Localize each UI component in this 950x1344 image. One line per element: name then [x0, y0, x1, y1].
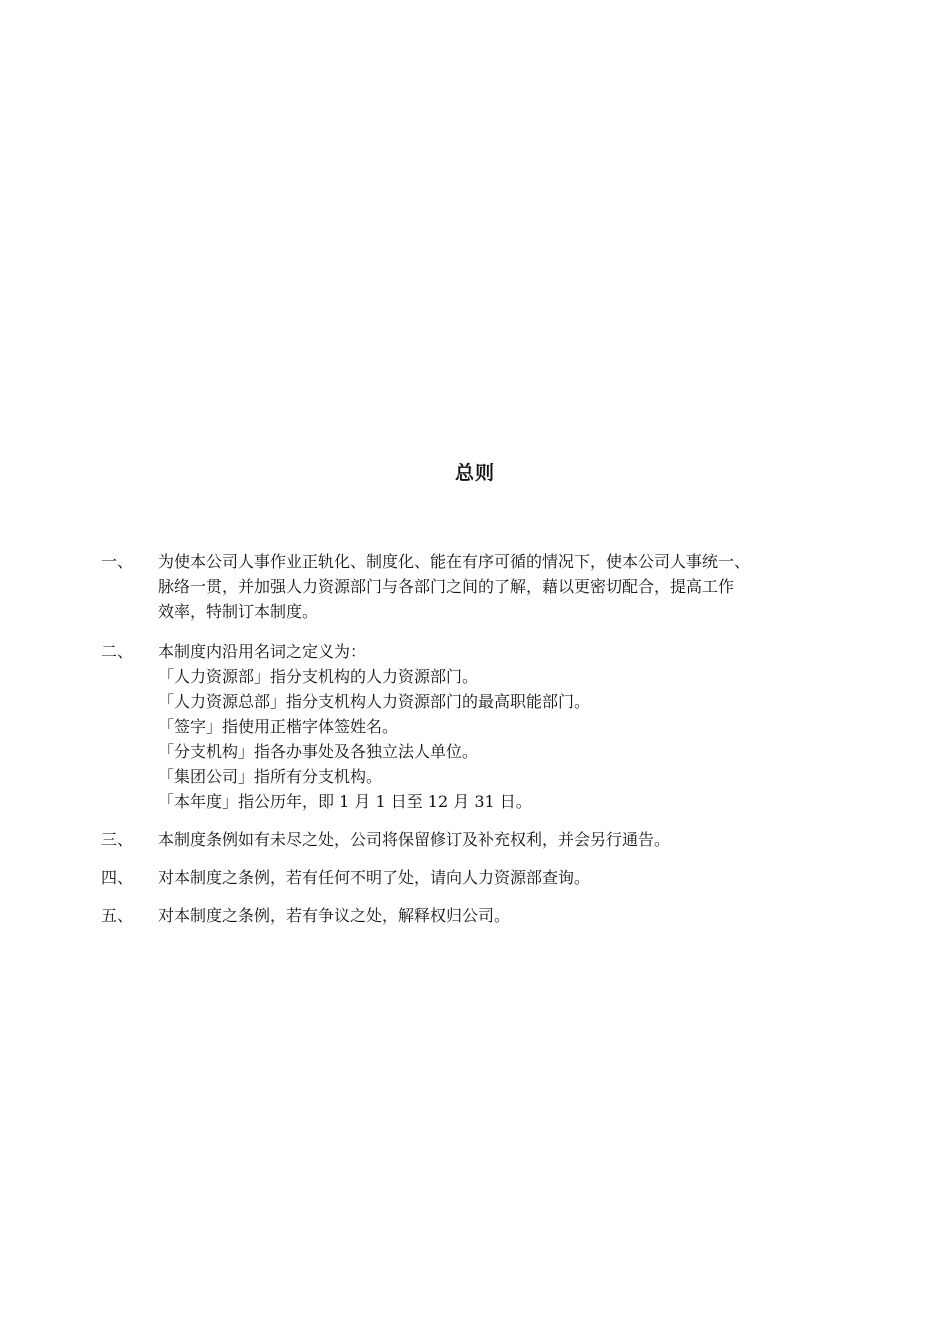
definition-item: 「人力资源部」指分支机构的人力资源部门。 — [158, 667, 479, 686]
clause-number: 二、 — [101, 642, 134, 661]
clause-text: 对本制度之条例，若有任何不明了处，请向人力资源部查询。 — [158, 868, 591, 887]
clause-text — [158, 639, 861, 814]
clause-line: 效率，特制订本制度。 — [158, 602, 319, 621]
clause-number: 五、 — [101, 906, 134, 925]
clause-3 — [101, 827, 861, 852]
clause-number: 一、 — [101, 552, 134, 571]
clause-number: 三、 — [101, 830, 134, 849]
clause-line: 为使本公司人事作业正轨化、制度化、能在有序可循的情况下，使本公司人事统一、 — [158, 552, 751, 571]
clause-text — [158, 549, 861, 624]
clause-2 — [101, 639, 861, 814]
clause-1 — [101, 549, 861, 624]
definition-item: 「集团公司」指所有分支机构。 — [158, 767, 383, 786]
clause-number: 四、 — [101, 868, 134, 887]
page-title: 总则 — [454, 462, 495, 484]
clause-5 — [101, 903, 861, 928]
definitions-intro: 本制度内沿用名词之定义为： — [158, 642, 367, 661]
definition-item: 「分支机构」指各办事处及各独立法人单位。 — [158, 742, 479, 761]
clause-4 — [101, 865, 861, 890]
clause-text: 对本制度之条例，若有争议之处，解释权归公司。 — [158, 906, 511, 925]
clause-list — [101, 549, 861, 928]
definition-item: 「本年度」指公历年，即 1 月 1 日至 12 月 31 日。 — [158, 792, 532, 811]
definition-item: 「签字」指使用正楷字体签姓名。 — [158, 717, 399, 736]
definition-item: 「人力资源总部」指分支机构人力资源部门的最高职能部门。 — [158, 692, 591, 711]
clause-text: 本制度条例如有未尽之处，公司将保留修订及补充权利，并会另行通告。 — [158, 830, 671, 849]
clause-line: 脉络一贯，并加强人力资源部门与各部门之间的了解，藉以更密切配合，提高工作 — [158, 577, 735, 596]
